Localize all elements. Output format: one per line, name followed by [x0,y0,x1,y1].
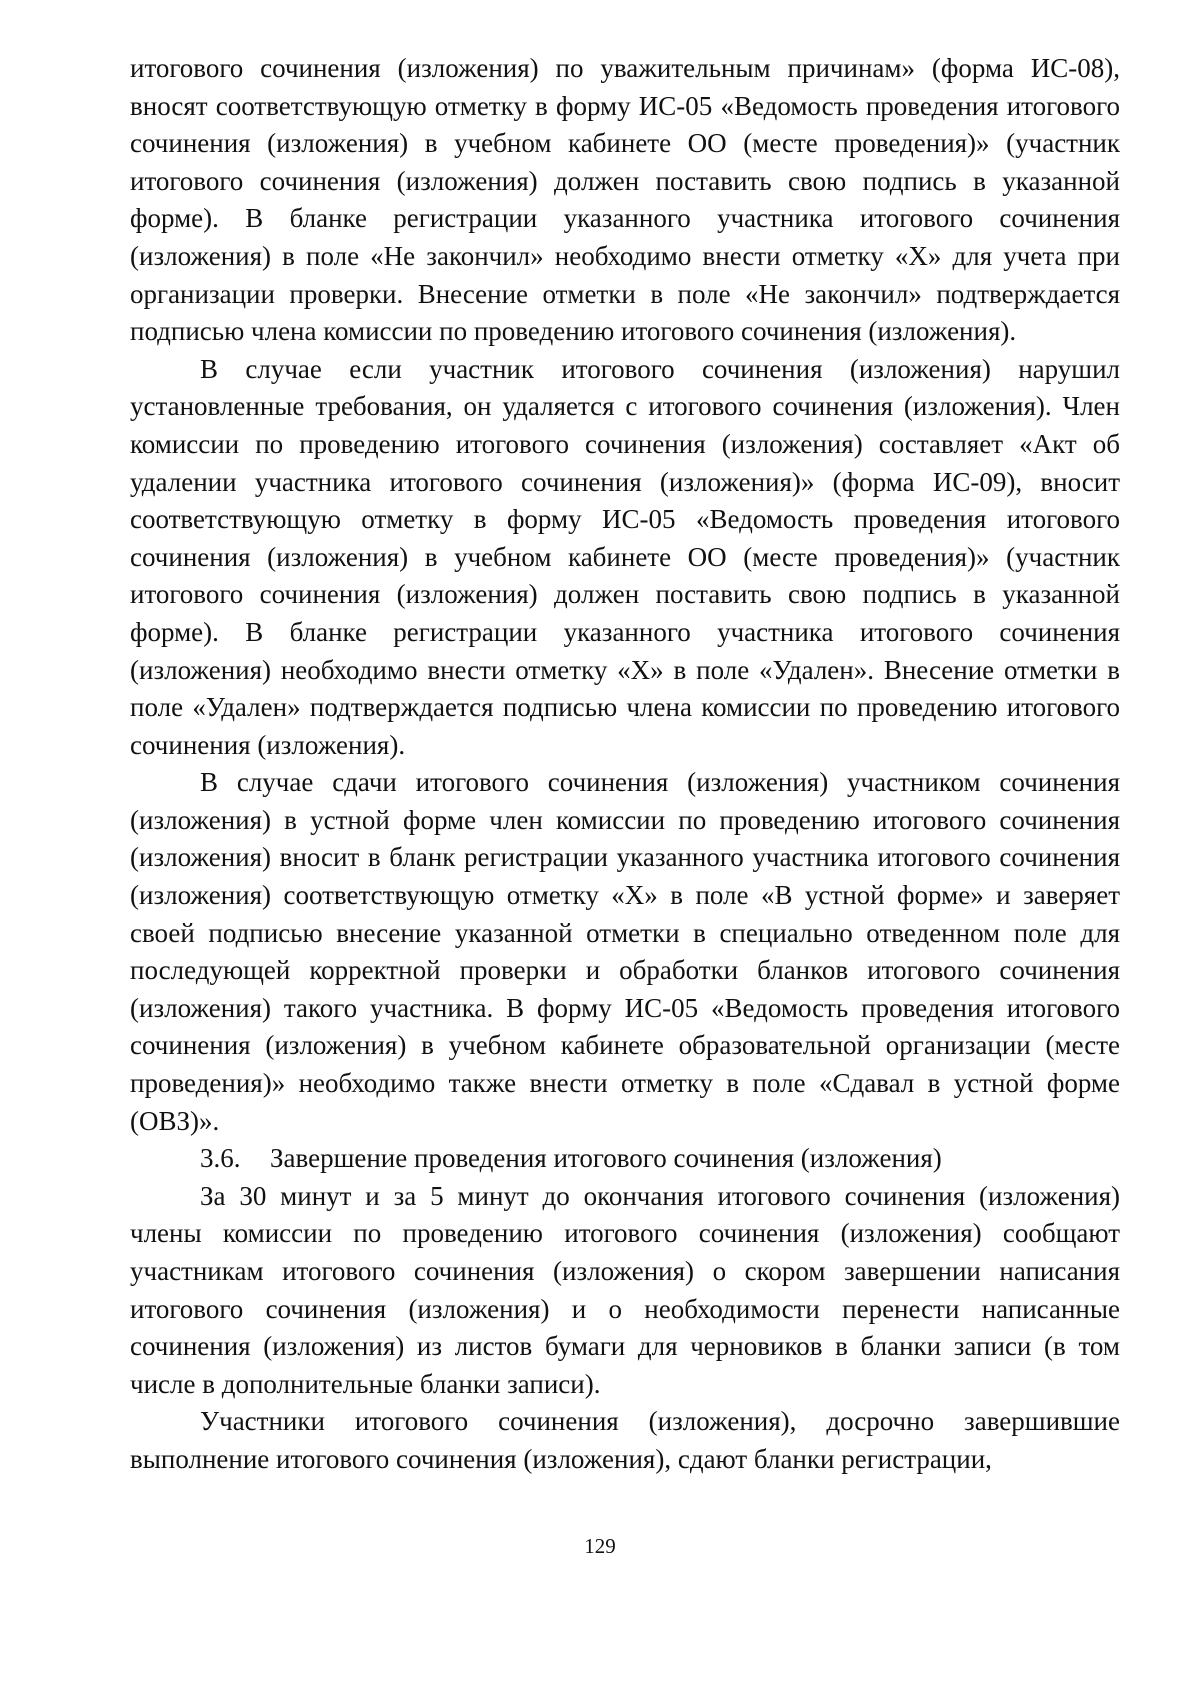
paragraph-time-warning: За 30 минут и за 5 минут до окончания итогового сочинения (изложения) члены комиссии по проведению итогового сочинения (изложения) сообщают участникам итогового сочинения (изложения) о скором завершении написания итогового сочинения (изложения) и о необходимости перенести написанные сочинения (изложения) из листов бумаги для черновиков в бланки записи (в том числе в дополнительные бланки записи). [130,1180,1120,1399]
section-number: 3.6. [200,1143,241,1174]
page-body [130,50,1120,1479]
paragraph-removal: В случае если участник итогового сочинения (изложения) нарушил установленные требования, он удаляется с итогового сочинения (изложения). Член комиссии по проведению итогового сочинения (изложения) составляет «Акт об удалении участника итогового сочинения (изложения)» (форма ИС-09), вносит соответствующую отметку в форму ИС-05 «Ведомость проведения итогового сочинения (изложения) в учебном кабинете ОО (месте проведения)» (участник итогового сочинения (изложения) должен поставить свою подпись в указанной форме). В бланке регистрации указанного участника итогового сочинения (изложения) необходимо внести отметку «Х» в поле «Удален». Внесение отметки в поле «Удален» подтверждается подписью члена комиссии по проведению итогового сочинения (изложения). [130,353,1120,760]
paragraph-oral-form: В случае сдачи итогового сочинения (изложения) участником сочинения (изложения) в устной форме член комиссии по проведению итогового сочинения (изложения) вносит в бланк регистрации указанного участника итогового сочинения (изложения) соответствующую отметку «Х» в поле «В устной форме» и заверяет своей подписью внесение указанной отметки в специально отведенном поле для последующей корректной проверки и обработки бланков итогового сочинения (изложения) такого участника. В форму ИС-05 «Ведомость проведения итогового сочинения (изложения) в учебном кабинете образовательной организации (месте проведения)» необходимо также внести отметку в поле «Сдавал в устной форме (ОВЗ)». [130,767,1120,1136]
section-heading [130,1140,1120,1178]
section-title: Завершение проведения итогового сочинения (изложения) [270,1143,942,1174]
page-number: 129 [584,1534,616,1558]
paragraph-continuation: итогового сочинения (изложения) по уважительным причинам» (форма ИС-08), вносят соответствующую отметку в форму ИС-05 «Ведомость проведения итогового сочинения (изложения) в учебном кабинете ОО (месте проведения)» (участник итогового сочинения (изложения) должен поставить свою подпись в указанной форме). В бланке регистрации указанного участника итогового сочинения (изложения) в поле «Не закончил» необходимо внести отметку «Х» для учета при организации проверки. Внесение отметки в поле «Не закончил» подтверждается подписью члена комиссии по проведению итогового сочинения (изложения). [130,53,1120,347]
paragraph-early-finish: Участники итогового сочинения (изложения), досрочно завершившие выполнение итогового сочинения (изложения), сдают бланки регистрации, [130,1406,1120,1474]
